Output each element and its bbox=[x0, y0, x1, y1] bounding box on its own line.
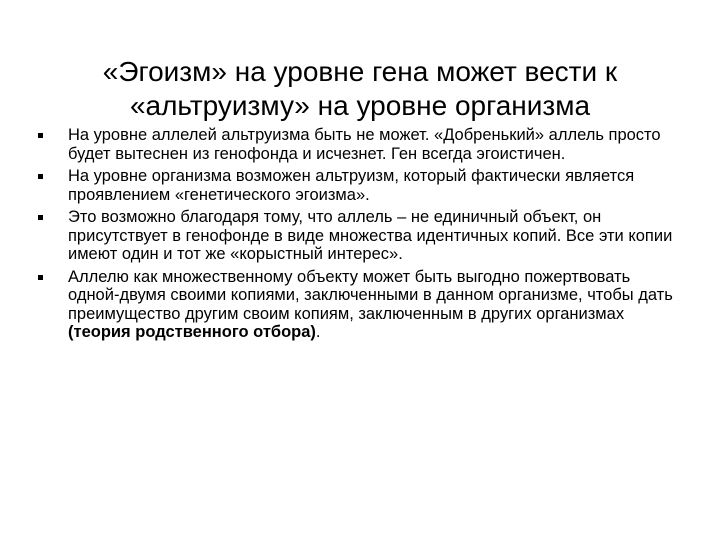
bullet-marker-icon bbox=[38, 174, 43, 179]
slide-title-line-1: «Эгоизм» на уровне гена может вести к bbox=[102, 55, 618, 87]
bullet-item bbox=[36, 268, 676, 342]
bullet-item bbox=[36, 167, 676, 204]
bullet-tail: . bbox=[315, 323, 321, 341]
bullet-item bbox=[36, 126, 676, 163]
slide-title bbox=[40, 55, 680, 123]
bullet-marker-icon bbox=[38, 133, 43, 138]
bullet-list bbox=[36, 126, 676, 346]
bullet-text: Это возможно благодаря тому, что аллель – не единичный объект, он присутствует в генофонде в виде множества идентичных копий. Все эти копии имеют один и тот же «корыстный интерес». bbox=[68, 208, 673, 263]
bullet-emphasis: (теория родственного отбора) bbox=[68, 323, 316, 341]
bullet-item bbox=[36, 208, 676, 264]
bullet-marker-icon bbox=[38, 215, 43, 220]
bullet-text: На уровне аллелей альтруизма быть не может. «Добренький» аллель просто будет вытеснен из генофонда и исчезнет. Ген всегда эгоистичен. bbox=[68, 126, 661, 163]
bullet-text: На уровне организма возможен альтруизм, который фактически является проявлением «генетического эгоизма». bbox=[68, 167, 635, 204]
bullet-text: Аллелю как множественному объекту может быть выгодно пожертвовать одной-двумя своими копиями, заключенными в данном организме, чтобы дать преимущество другим своим копиям, заключенным в других организмах bbox=[68, 267, 673, 323]
slide-title-line-2: «альтруизму» на уровне организма bbox=[129, 89, 591, 121]
bullet-marker-icon bbox=[38, 275, 43, 280]
